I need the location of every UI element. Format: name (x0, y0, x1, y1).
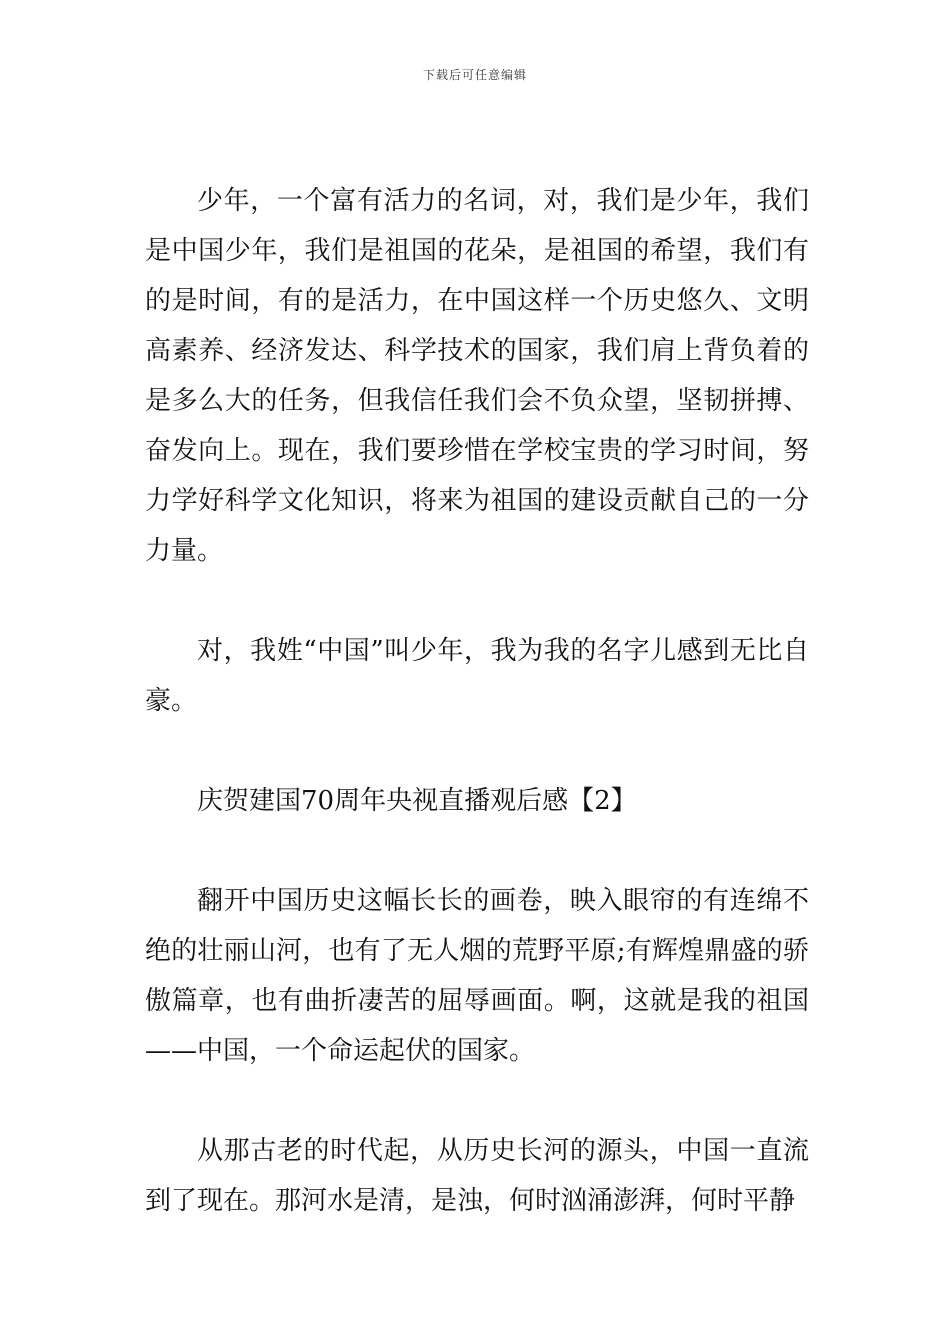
paragraph-3: 翻开中国历史这幅长长的画卷，映入眼帘的有连绵不绝的壮丽山河，也有了无人烟的荒野平原;有辉煌鼎盛的骄傲篇章，也有曲折凄苦的屈辱画面。啊，这就是我的祖国——中国，一个命运起伏的国家。 (145, 886, 809, 1066)
paragraph-2: 对，我姓“中国”叫少年，我为我的名字儿感到无比自豪。 (145, 636, 809, 716)
paragraph-gap (145, 726, 809, 776)
header-note: 下载后可任意编辑 (422, 68, 527, 82)
section-heading: 庆贺建国70周年央视直播观后感【2】 (197, 786, 637, 816)
paragraph-gap (145, 826, 809, 876)
paragraph-gap (145, 576, 809, 626)
paragraph-1: 少年，一个富有活力的名词，对，我们是少年，我们是中国少年，我们是祖国的花朵，是祖国的希望，我们有的是时间，有的是活力，在中国这样一个历史悠久、文明高素养、经济发达、科学技术的国家，我们肩上背负着的是多么大的任务，但我信任我们会不负众望，坚韧拼搏、奋发向上。现在，我们要珍惜在学校宝贵的学习时间，努力学好科学文化知识，将来为祖国的建设贡献自己的一分力量。 (145, 186, 809, 566)
paragraph-4: 从那古老的时代起，从历史长河的源头，中国一直流到了现在。那河水是清，是浊，何时汹涌澎湃，何时平静 (145, 1136, 809, 1216)
document-body (145, 176, 809, 1226)
paragraph-gap (145, 1076, 809, 1126)
